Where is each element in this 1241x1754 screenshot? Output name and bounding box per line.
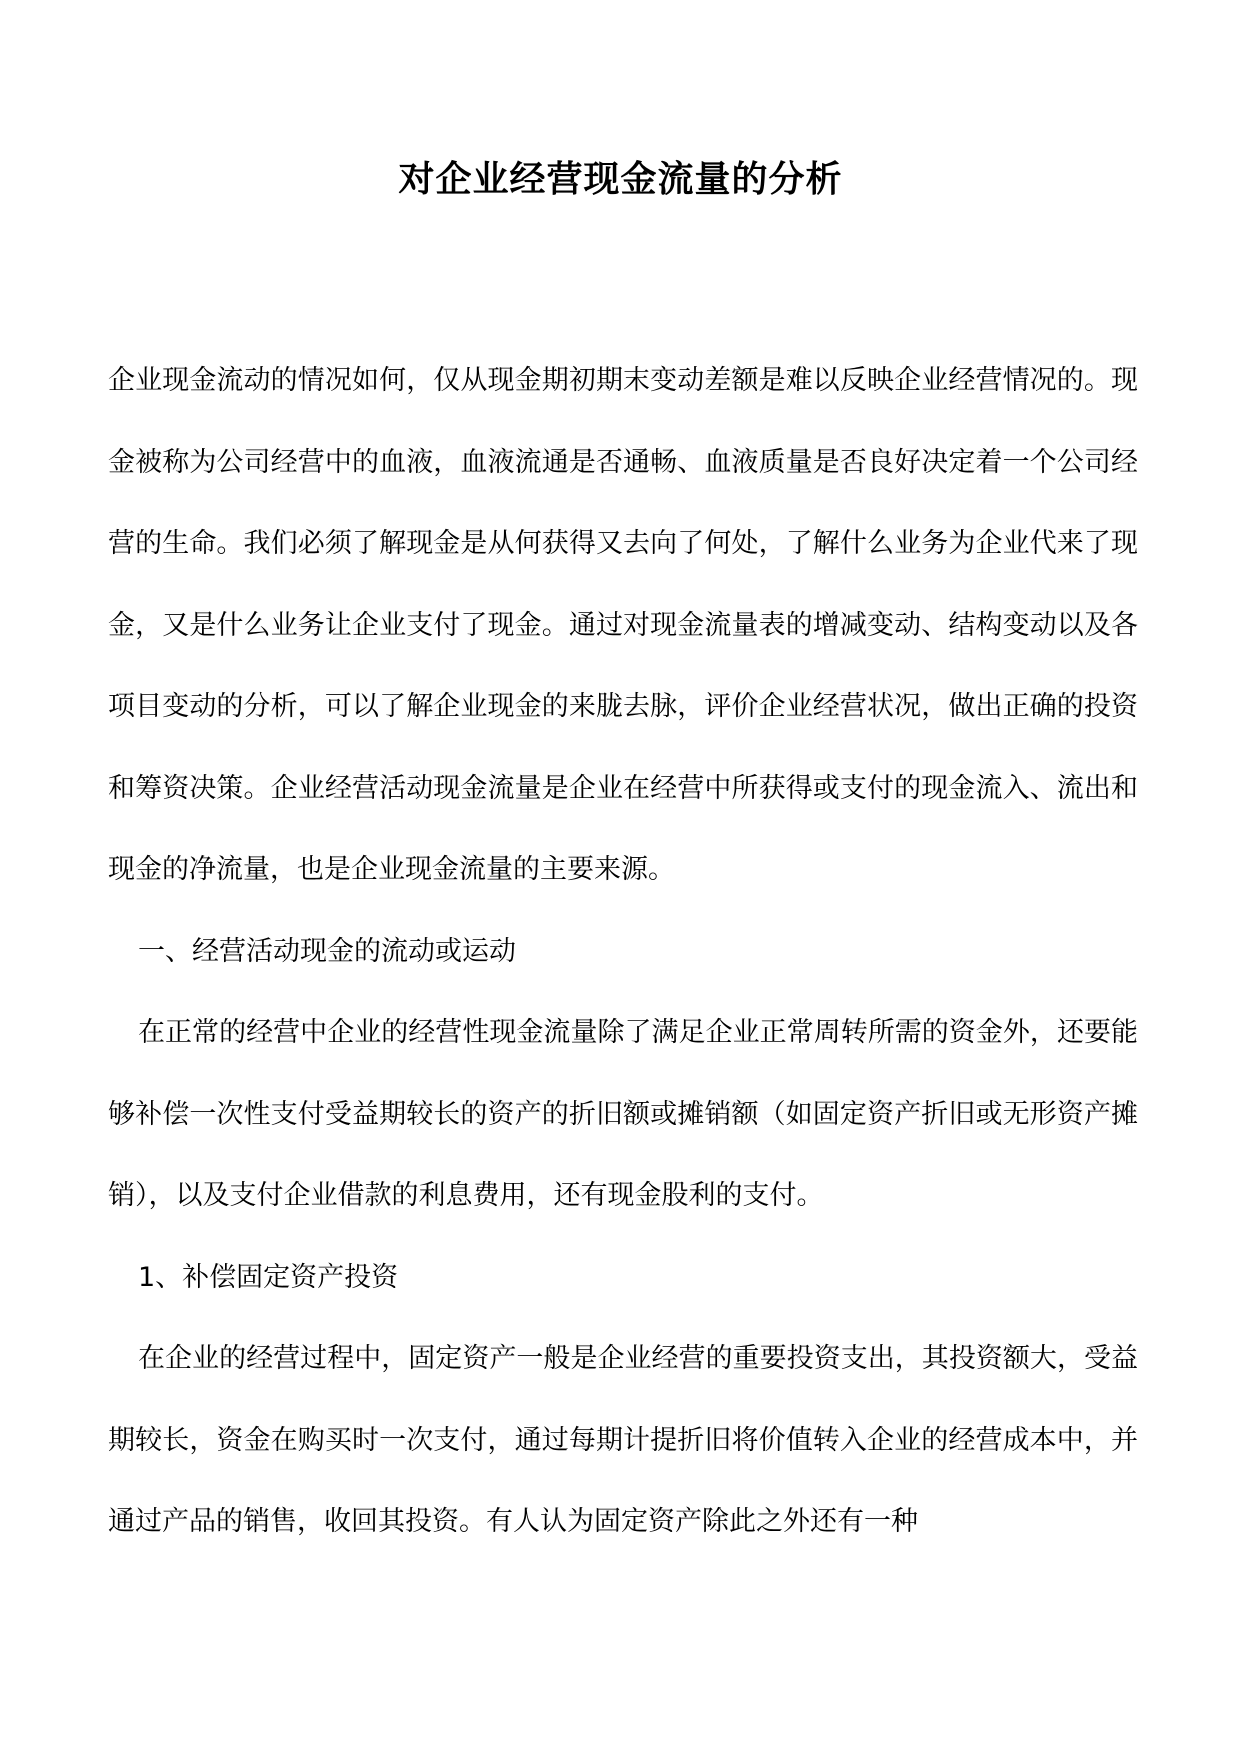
paragraph-section-1: 在正常的经营中企业的经营性现金流量除了满足企业正常周转所需的资金外，还要能够补偿一次性支付受益期较长的资产的折旧额或摊销额（如固定资产折旧或无形资产摊销），以及支付企业借款的利息费用，还有现金股利的支付。 bbox=[108, 1017, 1138, 1211]
subsection-heading-1: 1、补偿固定资产投资 bbox=[138, 1261, 399, 1293]
section-heading-1: 一、经营活动现金的流动或运动 bbox=[138, 935, 516, 967]
document-body bbox=[108, 340, 1138, 1563]
document-title: 对企业经营现金流量的分析 bbox=[398, 159, 843, 200]
paragraph-intro: 企业现金流动的情况如何，仅从现金期初期末变动差额是难以反映企业经营情况的。现金被称为公司经营中的血液，血液流通是否通畅、血液质量是否良好决定着一个公司经营的生命。我们必须了解现金是从何获得又去向了何处，了解什么业务为企业代来了现金，又是什么业务让企业支付了现金。通过对现金流量表的增减变动、结构变动以及各项目变动的分析，可以了解企业现金的来胧去脉，评价企业经营状况，做出正确的投资和筹资决策。企业经营活动现金流量是企业在经营中所获得或支付的现金流入、流出和现金的净流量，也是企业现金流量的主要来源。 bbox=[108, 365, 1138, 885]
paragraph-subsection-1: 在企业的经营过程中，固定资产一般是企业经营的重要投资支出，其投资额大，受益期较长，资金在购买时一次支付，通过每期计提折旧将价值转入企业的经营成本中，并通过产品的销售，收回其投资。有人认为固定资产除此之外还有一种 bbox=[108, 1343, 1138, 1537]
